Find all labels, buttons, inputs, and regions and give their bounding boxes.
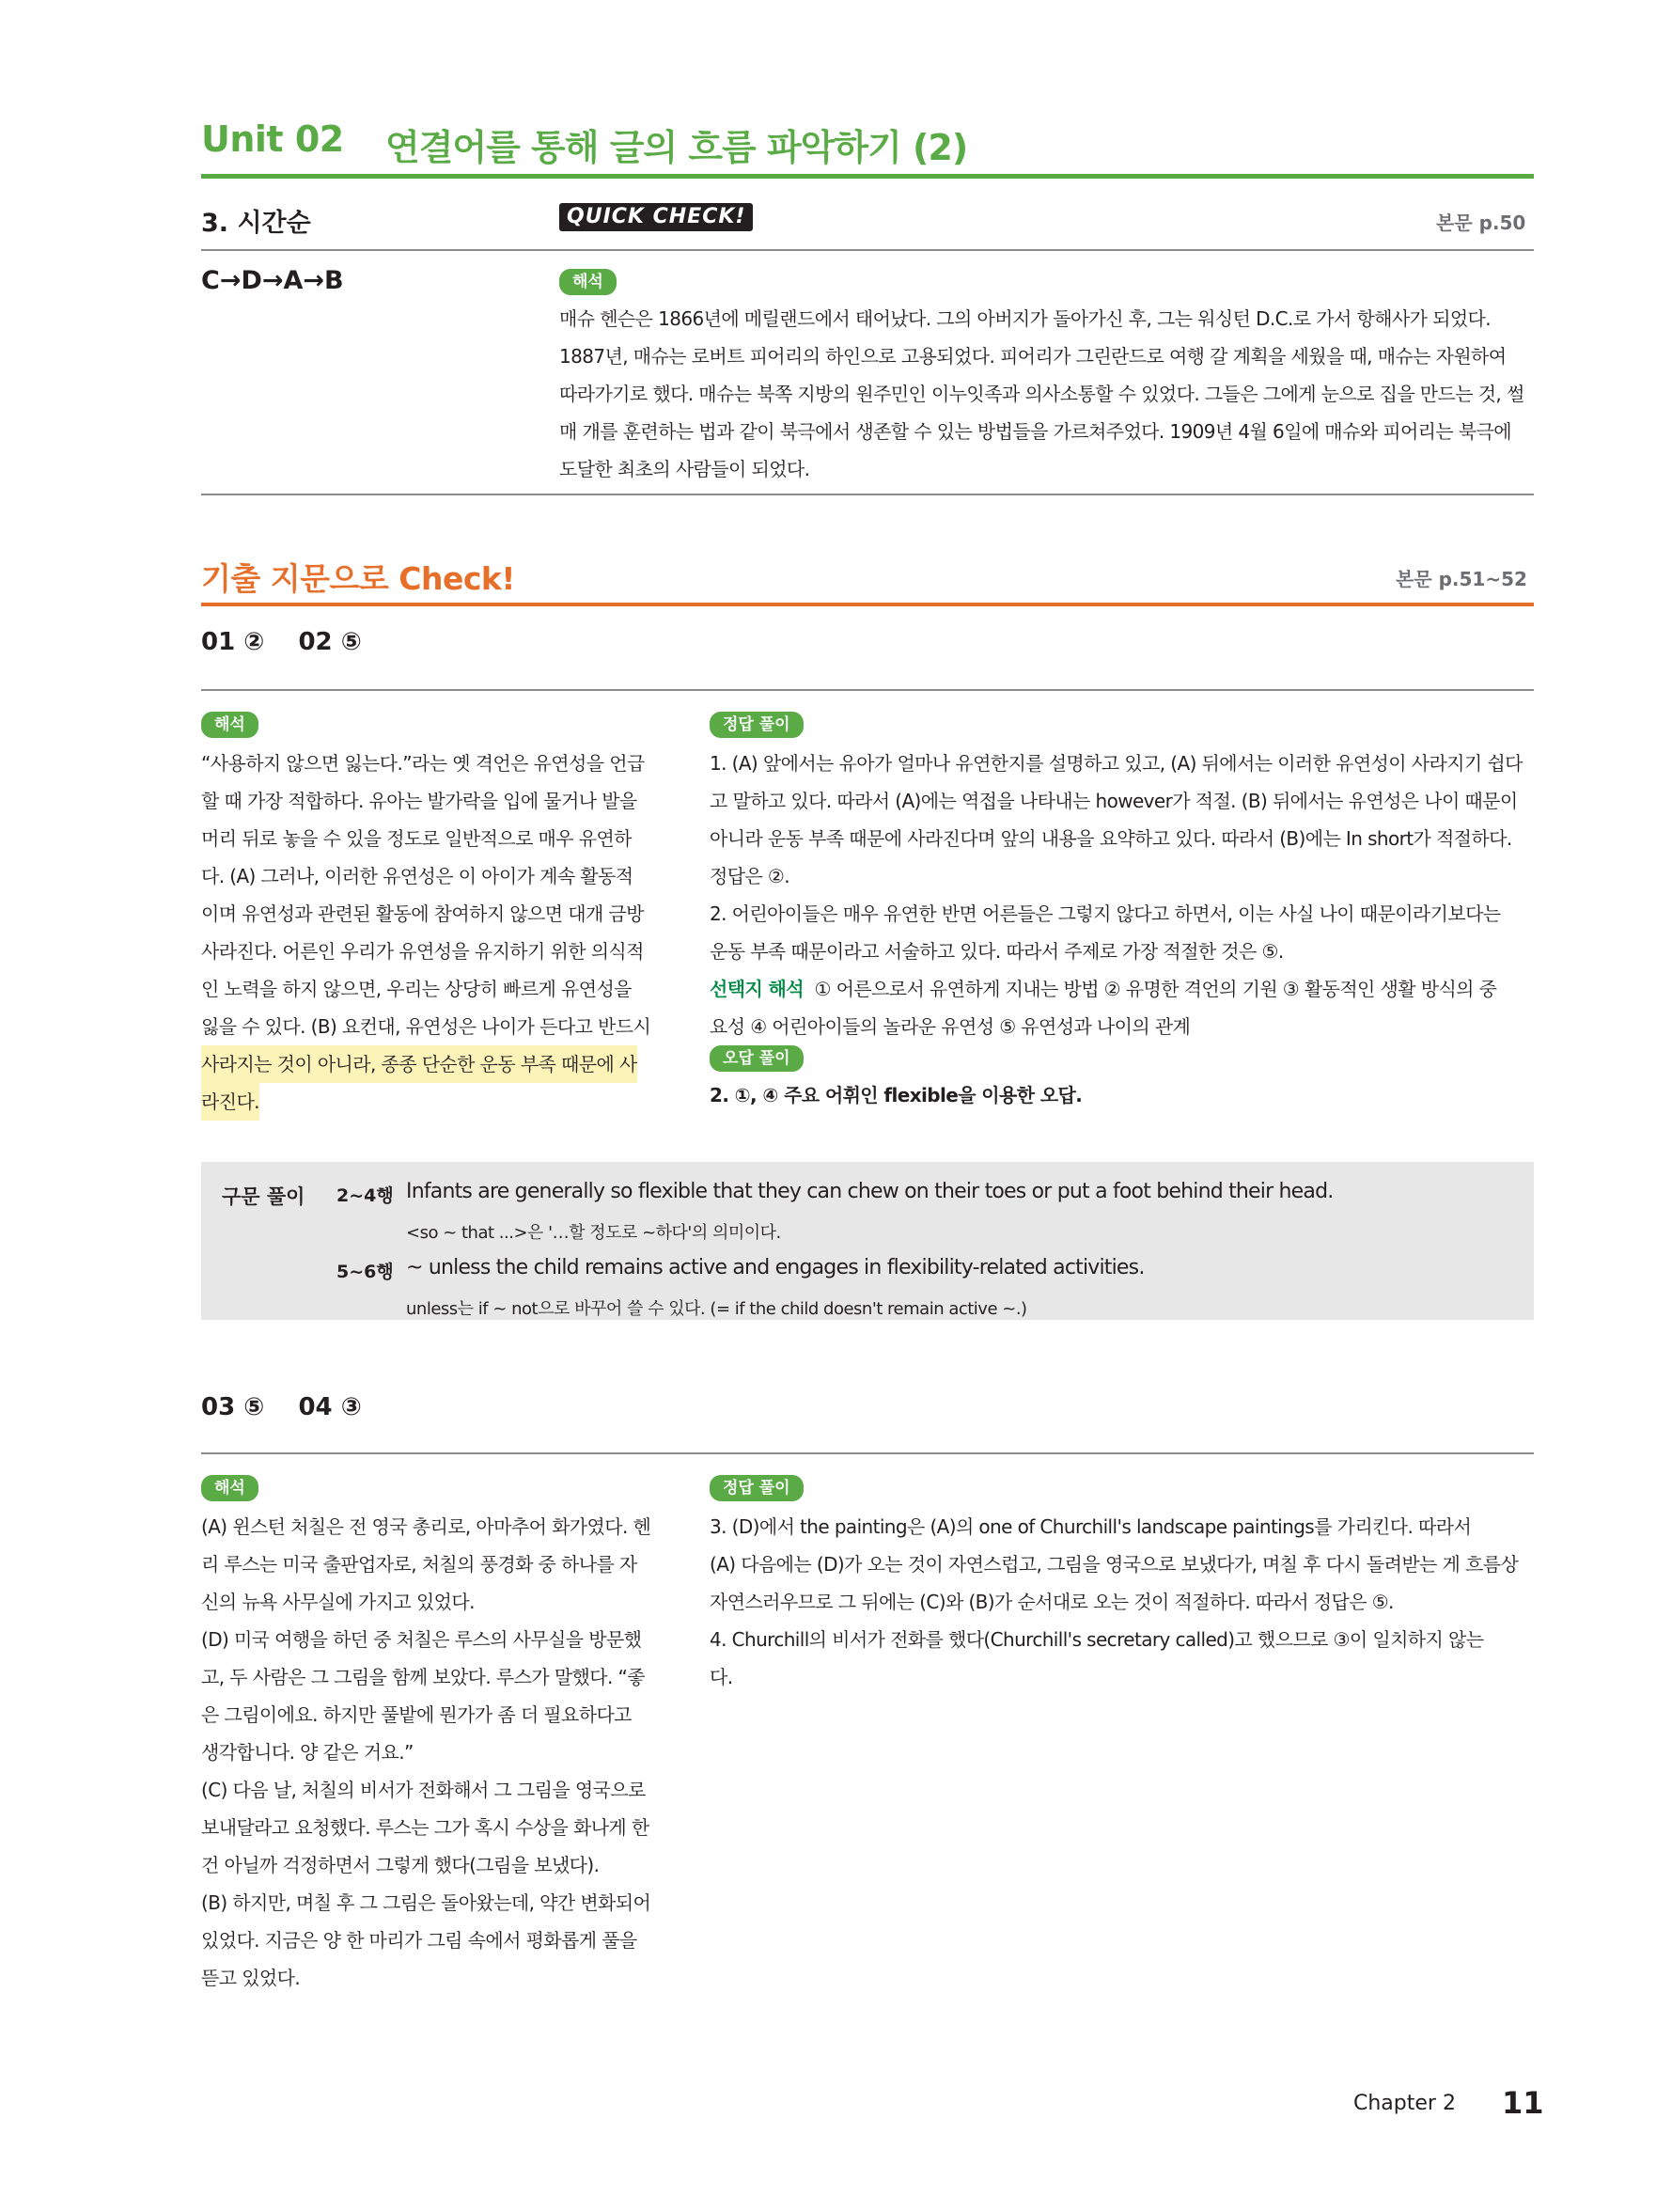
grammar-label: 구문 풀이 — [222, 1185, 305, 1208]
translation-paragraph — [559, 300, 1537, 488]
text-line: (B) 하지만, 며칠 후 그 그림은 돌아왔는데, 약간 변화되어 — [201, 1891, 651, 1914]
page-number: 11 — [1502, 2085, 1544, 2121]
text-line: 할 때 가장 적합하다. 유아는 발가락을 입에 물거나 발을 — [201, 790, 637, 812]
divider — [201, 249, 1534, 251]
text-line: 도달한 최초의 사람들이 되었다. — [559, 458, 810, 480]
translation-badge: 해석 — [201, 712, 258, 738]
text-line: 3. (D)에서 the painting은 (A)의 one of Churchill's landscape paintings를 가리킨다. 따라서 — [710, 1515, 1472, 1538]
page-reference: 본문 p.51~52 — [1396, 568, 1527, 590]
text-line: 1. (A) 앞에서는 유아가 얼마나 유연한지를 설명하고 있고, (A) 뒤에서는 이러한 유연성이 사라지기 쉽다 — [710, 752, 1523, 775]
text-line: 정답은 ②. — [710, 865, 790, 887]
text-line: 사라진다. 어른인 우리가 유연성을 유지하기 위한 의식적 — [201, 940, 644, 963]
answer-sequence: C→D→A→B — [201, 266, 344, 295]
answer-explanation-badge: 정답 풀이 — [710, 712, 804, 738]
wrong-answer-badge: 오답 풀이 — [710, 1045, 804, 1072]
grammar-sentence: ~ unless the child remains active and engages in flexibility-related activities. — [406, 1256, 1145, 1279]
divider — [201, 494, 1534, 495]
grammar-note: unless는 if ~ not으로 바꾸어 쓸 수 있다. (= if the child doesn't remain active ~.) — [406, 1299, 1027, 1319]
question-answers: 01 ② 02 ⑤ — [201, 628, 362, 656]
exam-rule — [201, 603, 1534, 606]
grammar-note: <so ~ that ...>은 '…할 정도로 ~하다'의 의미이다. — [406, 1223, 781, 1243]
unit-number: Unit 02 — [201, 118, 344, 160]
text-line: 신의 뉴욕 사무실에 가지고 있었다. — [201, 1591, 475, 1613]
text-line: 매슈 헨슨은 1866년에 메릴랜드에서 태어났다. 그의 아버지가 돌아가신 후, 그는 워싱턴 D.C.로 가서 항해사가 되었다. — [559, 307, 1492, 330]
answer-explanation — [710, 1508, 1537, 1696]
text-line: 운동 부족 때문이라고 서술하고 있다. 따라서 주제로 가장 적절한 것은 ⑤. — [710, 940, 1284, 963]
text-line: 2. 어린아이들은 매우 유연한 반면 어른들은 그렇지 않다고 하면서, 이는 사실 나이 때문이라기보다는 — [710, 902, 1501, 925]
text-line: 인 노력을 하지 않으면, 우리는 상당히 빠르게 유연성을 — [201, 978, 632, 1000]
footer-chapter: Chapter 2 — [1353, 2092, 1456, 2115]
text-line: (D) 미국 여행을 하던 중 처칠은 루스의 사무실을 방문했 — [201, 1628, 642, 1651]
translation-paragraph — [201, 745, 671, 1121]
translation-badge: 해석 — [201, 1475, 258, 1501]
text-line: 4. Churchill의 비서가 전화를 했다(Churchill's secretary called)고 했으므로 ③이 일치하지 않는 — [710, 1628, 1484, 1651]
question-answers: 03 ⑤ 04 ③ — [201, 1393, 362, 1421]
text-line: 은 그림이에요. 하지만 풀밭에 뭔가가 좀 더 필요하다고 — [201, 1703, 632, 1726]
text-line: 아니라 운동 부족 때문에 사라진다며 앞의 내용을 요약하고 있다. 따라서 (B)에는 In short가 적절하다. — [710, 827, 1512, 850]
translation-badge: 해석 — [559, 269, 617, 295]
page-reference: 본문 p.50 — [1436, 212, 1526, 234]
text-line: 고 말하고 있다. 따라서 (A)에는 역접을 나타내는 however가 적절. (B) 뒤에서는 유연성은 나이 때문이 — [710, 790, 1518, 812]
text-line: 머리 뒤로 놓을 수 있을 정도로 일반적으로 매우 유연하 — [201, 827, 632, 850]
text-line: 다. — [710, 1666, 733, 1688]
answer-explanation — [710, 745, 1537, 1045]
text-line: 보내달라고 요청했다. 루스는 그가 혹시 수상을 화나게 한 — [201, 1816, 649, 1839]
text-line: 생각합니다. 양 같은 거요.” — [201, 1741, 414, 1764]
header-rule — [201, 174, 1534, 179]
quick-check-label: QUICK CHECK! — [559, 203, 753, 231]
text-line: 잃을 수 있다. (B) 요컨대, 유연성은 나이가 든다고 반드시 — [201, 1015, 651, 1038]
text-line: 자연스러우므로 그 뒤에는 (C)와 (B)가 순서대로 오는 것이 적절하다. 따라서 정답은 ⑤. — [710, 1591, 1394, 1613]
text-line: 따라가기로 했다. 매슈는 북쪽 지방의 원주민인 이누잇족과 의사소통할 수 있었다. 그들은 그에게 눈으로 집을 만드는 것, 썰 — [559, 383, 1524, 405]
text-line: 다. (A) 그러나, 이러한 유연성은 이 아이가 계속 활동적 — [201, 865, 633, 887]
text-line: 고, 두 사람은 그 그림을 함께 보았다. 루스가 말했다. “좋 — [201, 1666, 645, 1688]
grammar-line-ref: 2~4행 — [336, 1185, 394, 1206]
wrong-answer-line: 2. ①, ④ 주요 어휘인 flexible을 이용한 오답. — [710, 1084, 1083, 1106]
answer-explanation-badge: 정답 풀이 — [710, 1475, 804, 1501]
grammar-line-ref: 5~6행 — [336, 1262, 394, 1282]
section-title: 3. 시간순 — [201, 209, 311, 238]
unit-title: 연결어를 통해 글의 흐름 파악하기 (2) — [385, 127, 968, 168]
divider — [201, 689, 1534, 691]
translation-paragraph — [201, 1508, 671, 1997]
text-line: 건 아닐까 걱정하면서 그렇게 했다(그림을 보냈다). — [201, 1854, 600, 1876]
text-line: ① 어른으로서 유연하게 지내는 방법 ② 유명한 격언의 기원 ③ 활동적인 생활 방식의 중 — [814, 978, 1497, 1000]
exam-section-title: 기출 지문으로 Check! — [201, 560, 515, 597]
text-line: 뜯고 있었다. — [201, 1967, 301, 1989]
divider — [201, 1452, 1534, 1454]
text-line: 사라지는 것이 아니라, 종종 단순한 운동 부족 때문에 사 — [201, 1045, 637, 1083]
text-line: 1887년, 매슈는 로버트 피어리의 하인으로 고용되었다. 피어리가 그린란드로 여행 갈 계획을 세웠을 때, 매슈는 자원하여 — [559, 345, 1507, 368]
text-line: 이며 유연성과 관련된 활동에 참여하지 않으면 대개 금방 — [201, 902, 644, 925]
text-line: 매 개를 훈련하는 법과 같이 북극에서 생존할 수 있는 방법들을 가르쳐주었다. 1909년 4월 6일에 매슈와 피어리는 북극에 — [559, 420, 1512, 443]
text-line: “사용하지 않으면 잃는다.”라는 옛 격언은 유연성을 언급 — [201, 752, 645, 775]
text-line: 있었다. 지금은 양 한 마리가 그림 속에서 평화롭게 풀을 — [201, 1929, 637, 1952]
grammar-sentence: Infants are generally so flexible that they can chew on their toes or put a foot behind their head. — [406, 1180, 1334, 1203]
text-line: (C) 다음 날, 처칠의 비서가 전화해서 그 그림을 영국으로 — [201, 1779, 646, 1801]
text-line: 리 루스는 미국 출판업자로, 처칠의 풍경화 중 하나를 자 — [201, 1553, 637, 1576]
choice-label: 선택지 해석 — [710, 978, 804, 1000]
text-line: (A) 윈스턴 처칠은 전 영국 총리로, 아마추어 화가였다. 헨 — [201, 1515, 651, 1538]
text-line: 요성 ④ 어린아이들의 놀라운 유연성 ⑤ 유연성과 나이의 관계 — [710, 1015, 1191, 1038]
text-line: (A) 다음에는 (D)가 오는 것이 자연스럽고, 그림을 영국으로 보냈다가, 며칠 후 다시 돌려받는 게 흐름상 — [710, 1553, 1519, 1576]
text-line: 라진다. — [201, 1083, 259, 1121]
choice-line-1 — [710, 970, 1537, 1008]
